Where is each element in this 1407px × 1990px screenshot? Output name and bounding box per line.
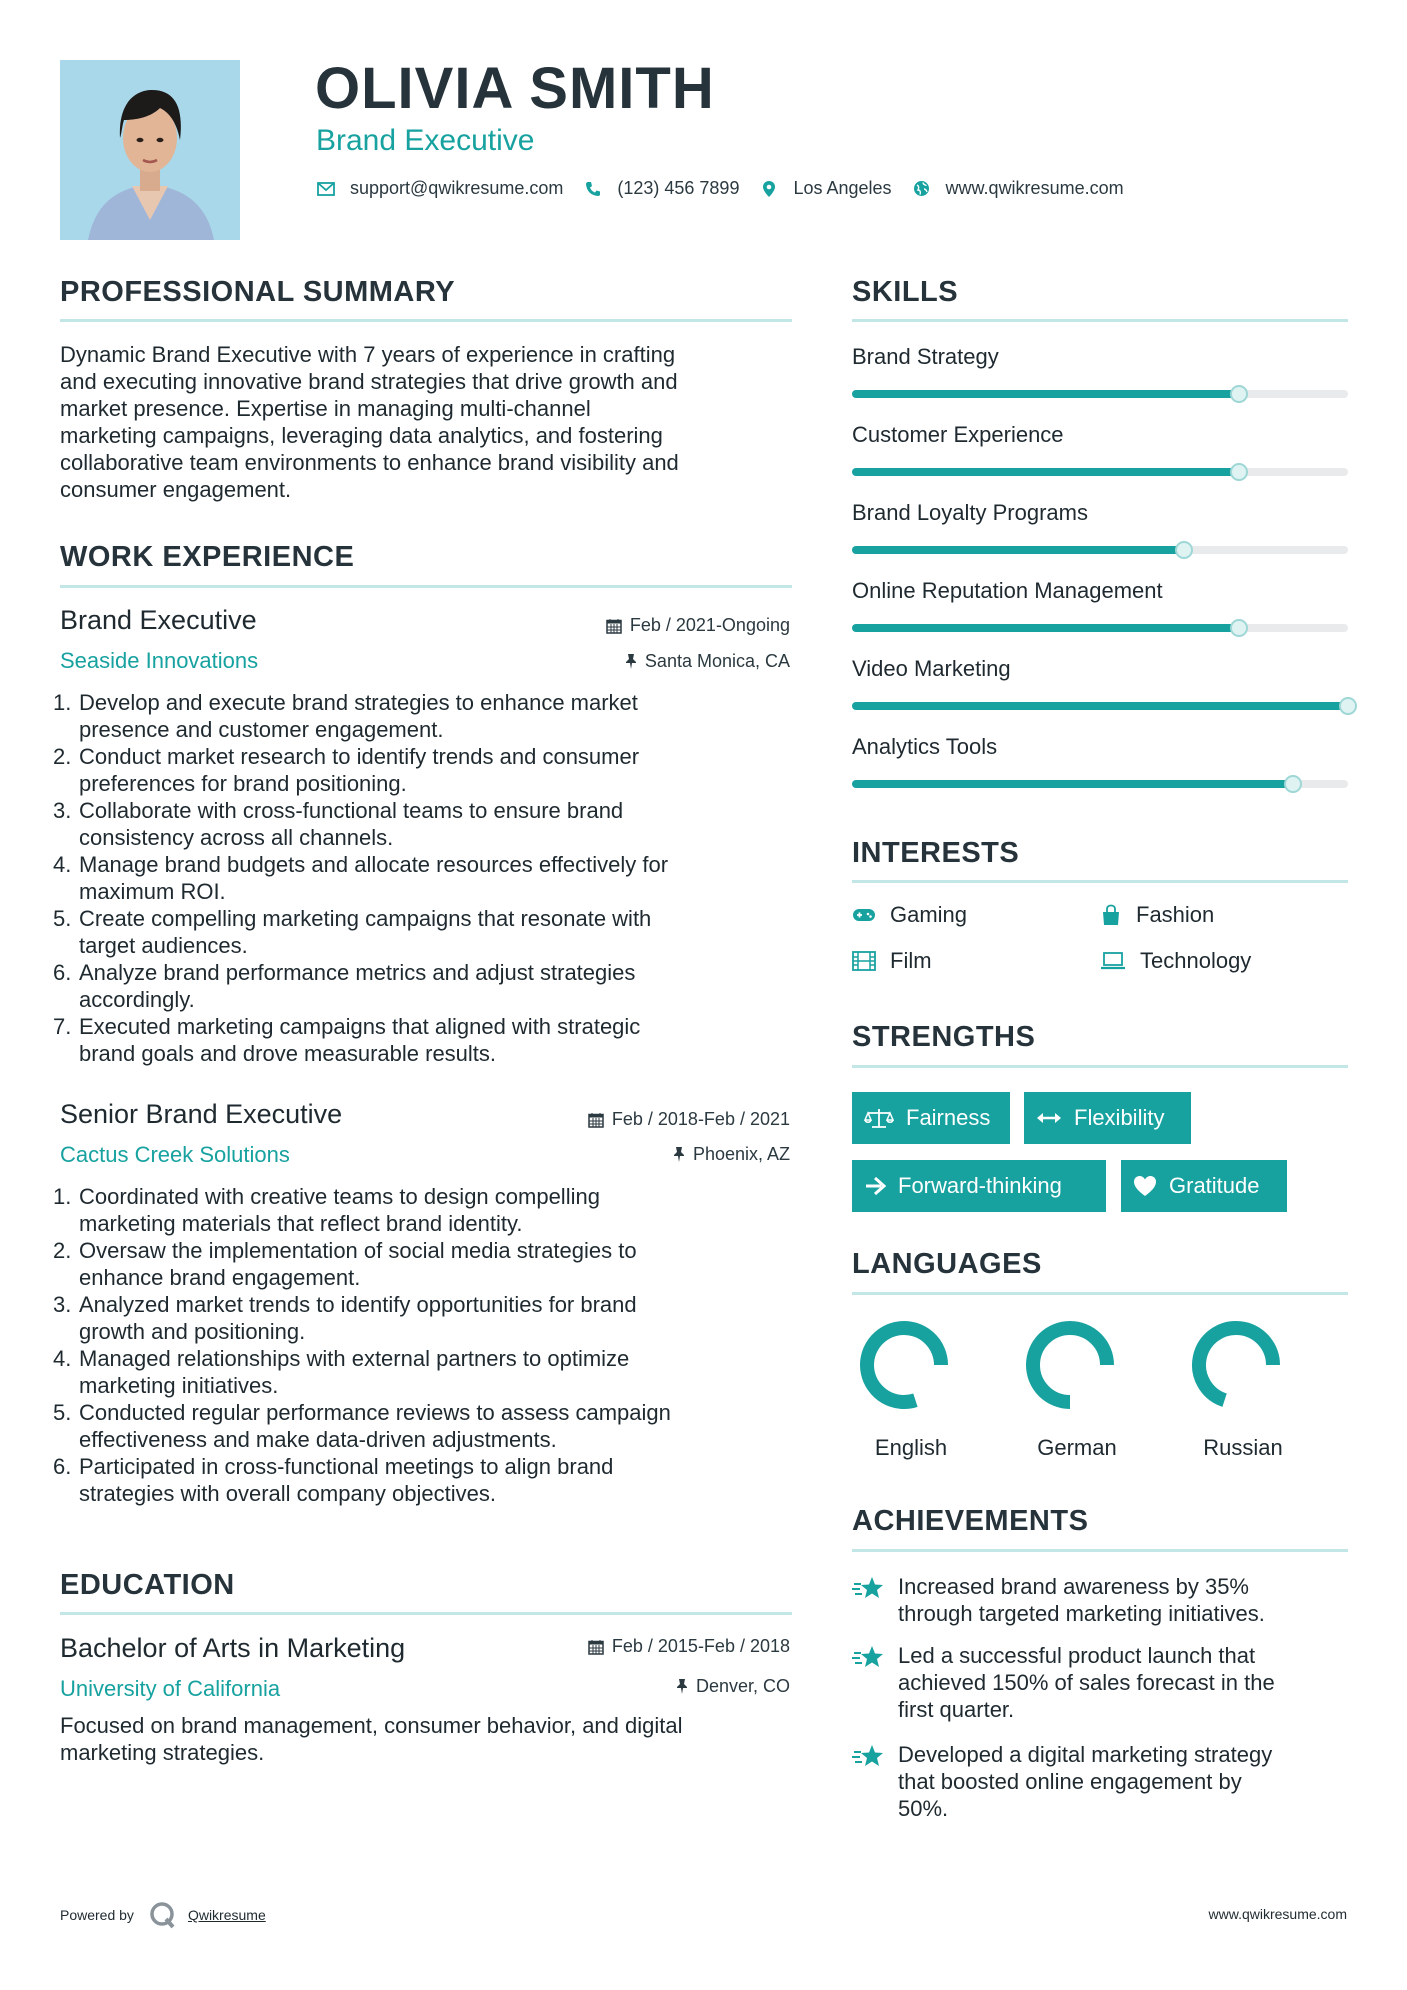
skill-bar-knob bbox=[1230, 385, 1248, 403]
list-item-line: Develop and execute brand strategies to enhance market bbox=[79, 690, 638, 715]
list-item: 2. Oversaw the implementation of social media strategies to enhance brand engagement. bbox=[60, 1237, 800, 1291]
school-name: University of California bbox=[60, 1676, 281, 1701]
interest-item bbox=[1100, 902, 1214, 928]
calendar-icon bbox=[606, 618, 622, 634]
star-award-icon bbox=[852, 1575, 886, 1601]
balance-scale-icon bbox=[864, 1107, 894, 1129]
list-item: 3. Analyzed market trends to identify opportunities for brand growth and positioning. bbox=[60, 1291, 800, 1345]
achievement-text bbox=[898, 1642, 1275, 1723]
skill-bar-knob bbox=[1339, 697, 1357, 715]
education-line: Focused on brand management, consumer behavior, and digital bbox=[60, 1713, 683, 1738]
job-place-text: Santa Monica, CA bbox=[644, 651, 790, 671]
achievement-text bbox=[898, 1741, 1272, 1822]
strengths-heading: STRENGTHS bbox=[852, 1021, 1036, 1053]
location-pin-icon bbox=[759, 179, 779, 199]
interest-label: Fashion bbox=[1136, 902, 1215, 927]
skill-bar-knob bbox=[1175, 541, 1193, 559]
contact-bar bbox=[316, 178, 1144, 199]
strength-tag bbox=[1121, 1160, 1287, 1212]
job-place bbox=[625, 651, 790, 672]
list-item-line: consistency across all channels. bbox=[79, 825, 394, 850]
degree-title: Bachelor of Arts in Marketing bbox=[60, 1633, 406, 1663]
gamepad-icon bbox=[852, 907, 876, 923]
list-item-line: maximum ROI. bbox=[79, 879, 226, 904]
strength-label: Fairness bbox=[906, 1105, 991, 1130]
achievement-line: that boosted online engagement by bbox=[898, 1769, 1242, 1794]
skill-label: Brand Strategy bbox=[852, 344, 999, 369]
skills-heading: SKILLS bbox=[852, 276, 959, 308]
list-item-line: marketing materials that reflect brand identity. bbox=[79, 1211, 523, 1236]
skill-bar-knob bbox=[1230, 463, 1248, 481]
skill-label: Video Marketing bbox=[852, 656, 1011, 681]
interest-item bbox=[1100, 948, 1251, 974]
skill-label: Customer Experience bbox=[852, 422, 1064, 447]
skill-bar-fill bbox=[852, 702, 1348, 710]
list-item-line: preferences for brand positioning. bbox=[79, 771, 407, 796]
pushpin-icon bbox=[673, 1146, 685, 1163]
interest-item bbox=[852, 948, 932, 974]
list-item-line: accordingly. bbox=[79, 987, 195, 1012]
skill-label: Online Reputation Management bbox=[852, 578, 1163, 603]
interest-label: Film bbox=[890, 948, 932, 973]
list-item-line: Managed relationships with external partners to optimize bbox=[79, 1346, 630, 1371]
list-item-line: effectiveness and make data-driven adjustments. bbox=[79, 1427, 557, 1452]
job-date-text: Feb / 2018-Feb / 2021 bbox=[611, 1109, 790, 1129]
language-label: English bbox=[874, 1435, 948, 1460]
strength-tag bbox=[852, 1092, 1010, 1144]
skill-bar-fill bbox=[852, 390, 1239, 398]
strengths-rule bbox=[852, 1065, 1348, 1068]
language-label: German bbox=[1037, 1435, 1117, 1460]
summary-line: consumer engagement. bbox=[60, 477, 292, 502]
shopping-bag-icon bbox=[1100, 904, 1122, 926]
achievements-heading: ACHIEVEMENTS bbox=[852, 1505, 1089, 1537]
interest-label: Gaming bbox=[890, 902, 968, 927]
skill-bar bbox=[852, 624, 1348, 632]
laptop-icon bbox=[1100, 952, 1126, 970]
education-description bbox=[60, 1712, 800, 1766]
education-heading: EDUCATION bbox=[60, 1569, 235, 1601]
education-rule bbox=[60, 1612, 792, 1615]
skill-bar-fill bbox=[852, 468, 1239, 476]
list-item: 5. Conducted regular performance reviews to assess campaign effectiveness and make data-driven adjustments. bbox=[60, 1399, 800, 1453]
candidate-name: OLIVIA SMITH bbox=[315, 56, 715, 121]
contact-email[interactable]: support@qwikresume.com bbox=[350, 178, 564, 198]
skill-bar-fill bbox=[852, 546, 1184, 554]
powered-by-text: Powered by bbox=[60, 1907, 134, 1923]
achievement-line: Developed a digital marketing strategy bbox=[898, 1742, 1273, 1767]
skill-bar bbox=[852, 702, 1348, 710]
list-item-line: Executed marketing campaigns that aligned with strategic bbox=[79, 1014, 641, 1039]
experience-rule bbox=[60, 585, 792, 588]
skill-bar bbox=[852, 468, 1348, 476]
strength-tag bbox=[1024, 1092, 1191, 1144]
achievement-item bbox=[852, 1741, 1352, 1822]
interest-item bbox=[852, 902, 967, 928]
arrows-horizontal-icon bbox=[1036, 1111, 1062, 1125]
job-responsibilities bbox=[53, 689, 800, 1067]
education-place bbox=[676, 1676, 790, 1697]
list-item-line: marketing initiatives. bbox=[79, 1373, 279, 1398]
list-item-line: strategies with overall company objectives. bbox=[79, 1481, 496, 1506]
skill-bar-fill bbox=[852, 624, 1239, 632]
language-proficiency-ring bbox=[1186, 1315, 1286, 1415]
language-proficiency-ring bbox=[854, 1315, 954, 1415]
interests-heading: INTERESTS bbox=[852, 837, 1020, 869]
calendar-icon bbox=[588, 1112, 604, 1128]
profile-photo bbox=[60, 60, 240, 240]
avatar-illustration bbox=[60, 60, 240, 240]
list-item-line: target audiences. bbox=[79, 933, 248, 958]
job-title: Senior Brand Executive bbox=[60, 1099, 343, 1129]
contact-location: Los Angeles bbox=[793, 178, 892, 198]
list-item-line: brand goals and drove measurable results. bbox=[79, 1041, 497, 1066]
calendar-icon bbox=[588, 1639, 604, 1655]
list-item: 3. Collaborate with cross-functional teams to ensure brand consistency across all channels. bbox=[60, 797, 800, 851]
summary-rule bbox=[60, 319, 792, 322]
job-date bbox=[588, 1109, 790, 1130]
skill-bar-knob bbox=[1230, 619, 1248, 637]
list-item: 6. Participated in cross-functional meetings to align brand strategies with overall company objectives. bbox=[60, 1453, 800, 1507]
achievement-line: achieved 150% of sales forecast in the bbox=[898, 1670, 1275, 1695]
language-label: Russian bbox=[1203, 1435, 1283, 1460]
qwikresume-logo-icon bbox=[148, 1900, 178, 1930]
job-title: Brand Executive bbox=[60, 605, 257, 635]
skills-rule bbox=[852, 319, 1348, 322]
summary-line: collaborative team environments to enhance brand visibility and bbox=[60, 450, 679, 475]
list-item: 5. Create compelling marketing campaigns that resonate with target audiences. bbox=[60, 905, 800, 959]
strength-label: Forward-thinking bbox=[898, 1173, 1062, 1198]
film-icon bbox=[852, 951, 876, 971]
list-item: 6. Analyze brand performance metrics and adjust strategies accordingly. bbox=[60, 959, 800, 1013]
summary-line: and executing innovative brand strategies that drive growth and bbox=[60, 369, 678, 394]
list-item-line: Manage brand budgets and allocate resources effectively for bbox=[79, 852, 669, 877]
achievement-item bbox=[852, 1573, 1352, 1627]
achievements-rule bbox=[852, 1549, 1348, 1552]
experience-heading: WORK EXPERIENCE bbox=[60, 541, 355, 573]
skill-bar bbox=[852, 390, 1348, 398]
star-award-icon bbox=[852, 1644, 886, 1670]
education-date-text: Feb / 2015-Feb / 2018 bbox=[611, 1636, 790, 1656]
list-item: 7. Executed marketing campaigns that aligned with strategic brand goals and drove measurable results. bbox=[60, 1013, 800, 1067]
languages-rule bbox=[852, 1292, 1348, 1295]
footer-powered-by bbox=[60, 1900, 266, 1930]
job-place bbox=[673, 1144, 790, 1165]
achievement-line: Led a successful product launch that bbox=[898, 1643, 1256, 1668]
phone-icon bbox=[583, 179, 603, 199]
list-item-line: growth and positioning. bbox=[79, 1319, 306, 1344]
list-item-line: Analyzed market trends to identify opportunities for brand bbox=[79, 1292, 637, 1317]
skill-label: Analytics Tools bbox=[852, 734, 998, 759]
interests-rule bbox=[852, 880, 1348, 883]
summary-text bbox=[60, 341, 800, 503]
job-date bbox=[606, 615, 790, 636]
list-item: 1. Develop and execute brand strategies to enhance market presence and customer engagement. bbox=[60, 689, 800, 743]
list-item: 4. Managed relationships with external partners to optimize marketing initiatives. bbox=[60, 1345, 800, 1399]
skill-bar bbox=[852, 546, 1348, 554]
language-proficiency-ring bbox=[1020, 1315, 1120, 1415]
list-item-line: Conducted regular performance reviews to assess campaign bbox=[79, 1400, 671, 1425]
candidate-title: Brand Executive bbox=[316, 124, 535, 157]
achievement-text bbox=[898, 1573, 1265, 1627]
list-item-line: enhance brand engagement. bbox=[79, 1265, 361, 1290]
list-item-line: Create compelling marketing campaigns that resonate with bbox=[79, 906, 652, 931]
list-item-line: Participated in cross-functional meetings to align brand bbox=[79, 1454, 614, 1479]
list-item-line: presence and customer engagement. bbox=[79, 717, 444, 742]
skill-bar bbox=[852, 780, 1348, 788]
achievement-item bbox=[852, 1642, 1352, 1723]
pushpin-icon bbox=[676, 1678, 688, 1695]
job-place-text: Phoenix, AZ bbox=[692, 1144, 790, 1164]
summary-line: marketing campaigns, leveraging data analytics, and fostering bbox=[60, 423, 663, 448]
list-item-line: Analyze brand performance metrics and adjust strategies bbox=[79, 960, 636, 985]
qwikresume-link[interactable]: Qwikresume bbox=[187, 1907, 266, 1923]
list-item-line: Collaborate with cross-functional teams to ensure brand bbox=[79, 798, 624, 823]
summary-line: market presence. Expertise in managing multi-channel bbox=[60, 396, 591, 421]
job-responsibilities bbox=[53, 1183, 800, 1507]
skill-bar-fill bbox=[852, 780, 1293, 788]
summary-heading: PROFESSIONAL SUMMARY bbox=[60, 276, 456, 308]
job-company: Seaside Innovations bbox=[60, 648, 259, 673]
heart-icon bbox=[1133, 1175, 1157, 1197]
education-place-text: Denver, CO bbox=[695, 1676, 790, 1696]
list-item-line: Oversaw the implementation of social media strategies to bbox=[79, 1238, 637, 1263]
email-icon bbox=[316, 179, 336, 199]
contact-website[interactable]: www.qwikresume.com bbox=[945, 178, 1124, 198]
list-item: 1. Coordinated with creative teams to design compelling marketing materials that reflect brand identity. bbox=[60, 1183, 800, 1237]
list-item-line: Conduct market research to identify trends and consumer bbox=[79, 744, 640, 769]
languages-heading: LANGUAGES bbox=[852, 1248, 1042, 1280]
star-award-icon bbox=[852, 1743, 886, 1769]
arrow-right-icon bbox=[864, 1176, 886, 1196]
interest-label: Technology bbox=[1140, 948, 1252, 973]
education-date bbox=[588, 1636, 790, 1657]
skill-label: Brand Loyalty Programs bbox=[852, 500, 1088, 525]
list-item: 4. Manage brand budgets and allocate resources effectively for maximum ROI. bbox=[60, 851, 800, 905]
footer-website[interactable]: www.qwikresume.com bbox=[1208, 1906, 1347, 1922]
list-item: 2. Conduct market research to identify trends and consumer preferences for brand positioning. bbox=[60, 743, 800, 797]
strength-label: Gratitude bbox=[1169, 1173, 1260, 1198]
job-company: Cactus Creek Solutions bbox=[60, 1142, 290, 1167]
contact-phone[interactable]: (123) 456 7899 bbox=[617, 178, 740, 198]
job-date-text: Feb / 2021-Ongoing bbox=[629, 615, 790, 635]
list-item-line: Coordinated with creative teams to design compelling bbox=[79, 1184, 600, 1209]
education-line: marketing strategies. bbox=[60, 1740, 265, 1765]
achievement-line: first quarter. bbox=[898, 1697, 1015, 1722]
strength-label: Flexibility bbox=[1074, 1105, 1165, 1130]
pushpin-icon bbox=[625, 653, 637, 670]
achievement-line: Increased brand awareness by 35% bbox=[898, 1574, 1249, 1599]
achievement-line: through targeted marketing initiatives. bbox=[898, 1601, 1265, 1626]
skill-bar-knob bbox=[1284, 775, 1302, 793]
globe-icon bbox=[912, 179, 932, 199]
achievement-line: 50%. bbox=[898, 1796, 949, 1821]
strength-tag bbox=[852, 1160, 1106, 1212]
summary-line: Dynamic Brand Executive with 7 years of experience in crafting bbox=[60, 342, 676, 367]
